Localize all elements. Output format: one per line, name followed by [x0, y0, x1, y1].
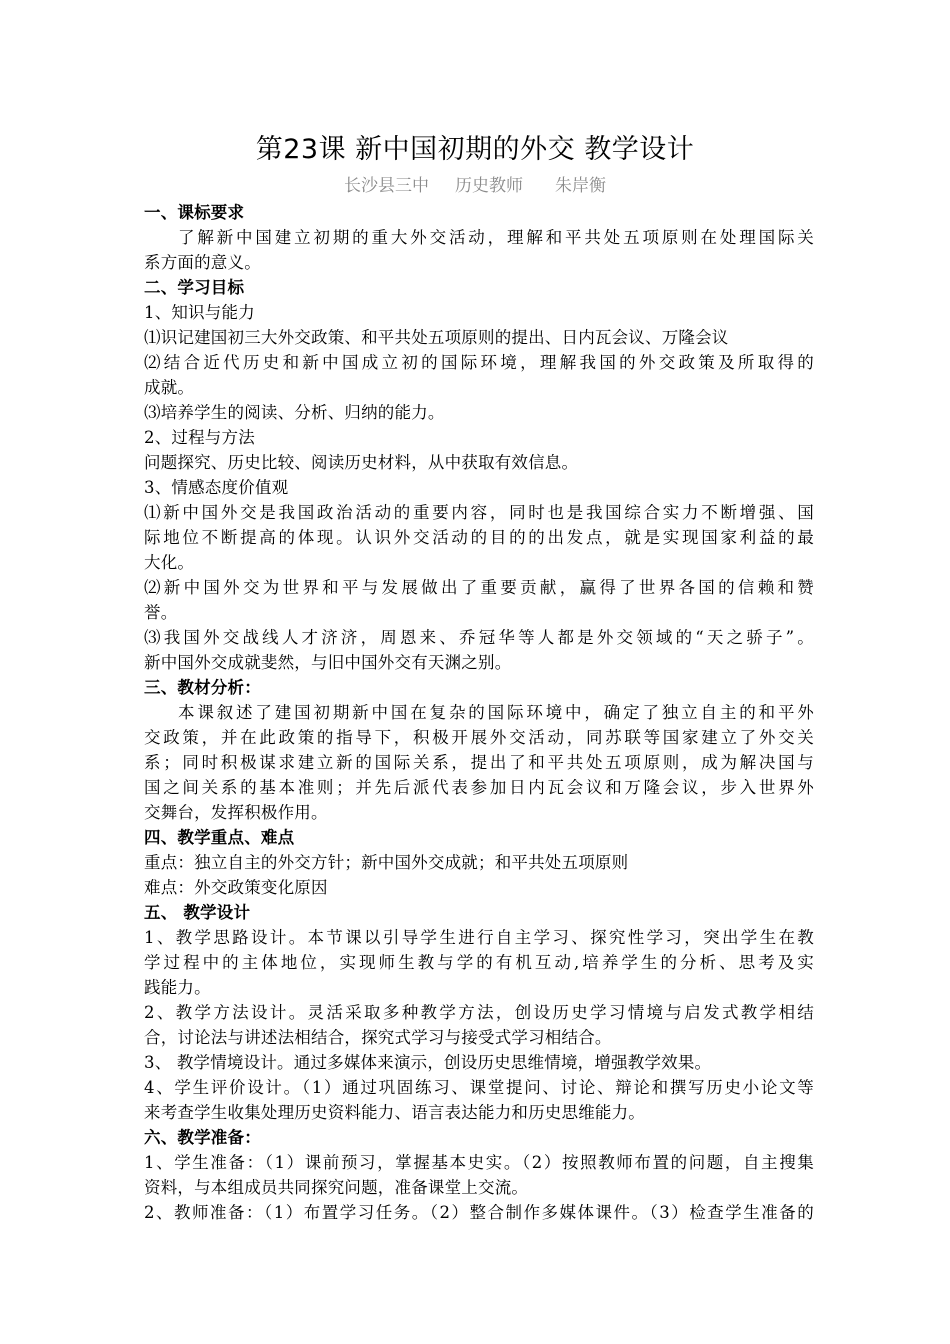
author-name: 朱岸衡 [555, 176, 606, 196]
text-line: 践能力。 [144, 978, 211, 997]
section-heading: 四、教学重点、难点 [144, 828, 295, 847]
text-line: 新中国外交成就斐然，与旧中国外交有天渊之别。 [144, 653, 512, 672]
text-line: 系方面的意义。 [144, 253, 261, 272]
text-line: 3、 教学情境设计。通过多媒体来演示，创设历史思维情境，增强教学效果。 [144, 1053, 712, 1072]
text-line: 2、教学方法设计。灵活采取多种教学方法，创设历史学习情境与启发式教学相结 [144, 1003, 814, 1022]
text-line: 国之间关系的基本准则；并先后派代表参加日内瓦会议和万隆会议，步入世界外 [144, 778, 814, 797]
text-line: 学过程中的主体地位，实现师生教与学的有机互动,培养学生的分析、思考及实 [144, 953, 814, 972]
text-line: ⑶培养学生的阅读、分析、归纳的能力。 [144, 403, 445, 422]
text-line: ⑴识记建国初三大外交政策、和平共处五项原则的提出、日内瓦会议、万隆会议 [144, 328, 729, 347]
text-line: 了解新中国建立初期的重大外交活动，理解和平共处五项原则在处理国际关 [178, 228, 814, 247]
text-line: 2、过程与方法 [144, 428, 255, 447]
text-line: 合，讨论法与讲述法相结合，探究式学习与接受式学习相结合。 [144, 1028, 612, 1047]
section-heading: 二、学习目标 [144, 278, 245, 297]
section-heading: 一、课标要求 [144, 203, 245, 222]
text-line: 誉。 [144, 603, 178, 622]
section-heading: 五、 教学设计 [144, 903, 251, 922]
author-role: 历史教师 [455, 176, 523, 196]
text-line: 难点：外交政策变化原因 [144, 878, 328, 897]
text-line: 4、学生评价设计。（1）通过巩固练习、课堂提问、讨论、辩论和撰写历史小论文等 [144, 1078, 814, 1097]
section-heading: 三、教材分析： [144, 678, 261, 697]
text-line: 1、学生准备：（1）课前预习，掌握基本史实。（2）按照教师布置的问题，自主搜集 [144, 1153, 814, 1172]
text-line: ⑴新中国外交是我国政治活动的重要内容，同时也是我国综合实力不断增强、国 [144, 503, 814, 522]
text-line: 问题探究、历史比较、阅读历史材料，从中获取有效信息。 [144, 453, 579, 472]
text-line: 资料，与本组成员共同探究问题，准备课堂上交流。 [144, 1178, 529, 1197]
text-line: 大化。 [144, 553, 195, 572]
text-line: 1、教学思路设计。本节课以引导学生进行自主学习、探究性学习，突出学生在教 [144, 928, 814, 947]
text-line: 3、情感态度价值观 [144, 478, 289, 497]
text-line: 交政策，并在此政策的指导下，积极开展外交活动，同苏联等国家建立了外交关 [144, 728, 814, 747]
text-line: 系；同时积极谋求建立新的国际关系，提出了和平共处五项原则，成为解决国与 [144, 753, 814, 772]
author-school: 长沙县三中 [344, 176, 429, 196]
text-line: ⑵结合近代历史和新中国成立初的国际环境，理解我国的外交政策及所取得的 [144, 353, 814, 372]
text-line: ⑶我国外交战线人才济济，周恩来、乔冠华等人都是外交领域的“天之骄子”。 [144, 628, 814, 647]
text-line: ⑵新中国外交为世界和平与发展做出了重要贡献，赢得了世界各国的信赖和赞 [144, 578, 814, 597]
text-line: 本课叙述了建国初期新中国在复杂的国际环境中，确定了独立自主的和平外 [178, 703, 814, 722]
author-line [0, 173, 950, 199]
text-line: 来考查学生收集处理历史资料能力、语言表达能力和历史思维能力。 [144, 1103, 645, 1122]
section-heading: 六、教学准备： [144, 1128, 261, 1147]
text-line: 际地位不断提高的体现。认识外交活动的目的的出发点，就是实现国家利益的最 [144, 528, 814, 547]
text-line: 2、教师准备：（1）布置学习任务。（2）整合制作多媒体课件。（3）检查学生准备的 [144, 1203, 814, 1222]
text-line: 1、知识与能力 [144, 303, 255, 322]
document-title: 第23课 新中国初期的外交 教学设计 [255, 134, 695, 165]
text-line: 交舞台，发挥积极作用。 [144, 803, 328, 822]
document-body [144, 200, 814, 1225]
text-line: 成就。 [144, 378, 195, 397]
text-line: 重点：独立自主的外交方针；新中国外交成就；和平共处五项原则 [144, 853, 629, 872]
